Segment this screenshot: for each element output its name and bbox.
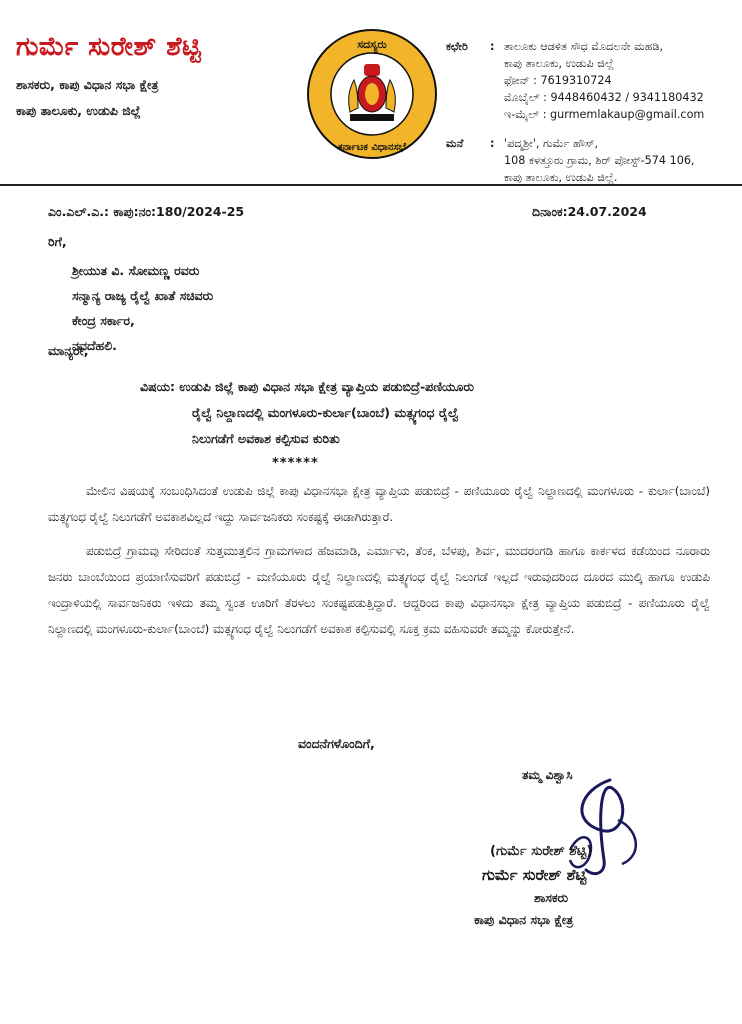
separator: ****** (272, 456, 319, 471)
subject-line: ರೈಲ್ವೆ ನಿಲ್ದಾಣದಲ್ಲಿ ಮಂಗಳೂರು-ಕುರ್ಲಾ(ಬಾಂಬೆ) ಮತ್ಸ್ಯಗಂಧ ರೈಲ್ವೆ (192, 405, 459, 420)
office-address-2: ಕಾಪು ತಾಲೂಕು, ಉಡುಪಿ ಜಿಲ್ಲೆ (504, 57, 614, 70)
letter-body (48, 478, 710, 650)
recipient-line: ಕೇಂದ್ರ ಸರ್ಕಾರ, (72, 313, 135, 328)
header-divider (0, 184, 742, 186)
office-phone: ಫೋನ್ : 7619310724 (504, 74, 612, 87)
home-address-2: 108 ಕಳತ್ತೂರು ಗ್ರಾಮ, ಶಿರ್ ಪೋಸ್ಟ್-574 106, (504, 154, 695, 167)
subject-block (140, 374, 660, 452)
karnataka-assembly-emblem (306, 28, 438, 160)
salutation: ಮಾನ್ಯರೇ, (48, 343, 89, 358)
recipient-line: ಶ್ರೀಯುತ ವಿ. ಸೋಮಣ್ಣ ರವರು (72, 263, 200, 278)
signatory-role: ಶಾಸಕರು (534, 890, 569, 905)
mla-designation: ಶಾಸಕರು, ಕಾಪು ವಿಧಾನ ಸಭಾ ಕ್ಷೇತ್ರ (16, 77, 159, 92)
letterhead-left (16, 32, 276, 129)
home-label: ಮನೆ (446, 137, 464, 150)
mla-name: ಗುರ್ಮೆ ಸುರೇಶ್ ಶೆಟ್ಟಿ (16, 32, 202, 62)
letter-date: ದಿನಾಂಕ:24.07.2024 (532, 204, 647, 219)
emblem-top-text: ಸದಸ್ಯರು (357, 38, 387, 51)
letterhead-right (446, 38, 738, 186)
subject-line: ನಿಲುಗಡೆಗೆ ಅವಕಾಶ ಕಲ್ಪಿಸುವ ಕುರಿತು (192, 431, 340, 446)
office-mobile: ಮೊಬೈಲ್ : 9448460432 / 9341180432 (504, 91, 704, 104)
office-address-1: ತಾಲೂಕು ಆಡಳಿತ ಸೌಧ ಮೊದಲನೇ ಮಹಡಿ, (504, 40, 664, 53)
closing: ವಂದನೆಗಳೊಂದಿಗೆ, (298, 736, 375, 751)
reference-number: ಎಂ.ಎಲ್.ಎ.: ಕಾಪು:ನಂ:180/2024-25 (48, 204, 245, 219)
body-paragraph: ಪಡುಬಿದ್ರೆ ಗ್ರಾಮವು ಸೇರಿದಂತೆ ಸುತ್ತಮುತ್ತಲಿನ ಗ್ರಾಮಗಳಾದ ಹೆಜಮಾಡಿ, ಎರ್ಮಾಳು, ತೆಂಕ, ಬೆಳಪು, ಶಿರ್ವ, ಮುದರಂಗಡಿ ಹಾಗೂ ಕಾರ್ಕಳದ ಕಡೆಯಿಂದ ನೂರಾರು ಜನರು ಬಾಂಬೆಯಿಂದ ಪ್ರಯಾಣಿಸುವರಿಗೆ ಪಡುಬಿದ್ರೆ - ಮಣಿಯೂರು ರೈಲ್ವೆ ನಿಲ್ದಾಣದಲ್ಲಿ ಮತ್ಸ್ಯಗಂಧ ರೈಲ್ವೆ ನಿಲುಗಡೆ ಇಲ್ಲದೆ ಇರುವುದರಿಂದ ದೂರದ ಮುಲ್ಕಿ ಹಾಗೂ ಉಡುಪಿ ಇಂದ್ರಾಳಿಯಲ್ಲಿ ಸಾರ್ವಜನಿಕರು ಇಳಿದು ತಮ್ಮ ಸ್ವಂತ ಊರಿಗೆ ತೆರಳಲು ಸಂಕಷ್ಟಪಡುತ್ತಿದ್ದಾರೆ. ಆದ್ದರಿಂದ ಕಾಪು ವಿಧಾನಸಭಾ ಕ್ಷೇತ್ರ ವ್ಯಾಪ್ತಿಯ ಪಡುಬಿದ್ರೆ - ಪಣಿಯೂರು ರೈಲ್ವೆ ನಿಲ್ದಾಣದಲ್ಲಿ ಮಂಗಳೂರು-ಕುರ್ಲಾ(ಬಾಂಬೆ) ಮತ್ಸ್ಯಗಂಧ ರೈಲ್ವೆ ನಿಲುಗಡೆಗೆ ಅವಕಾಶ ಕಲ್ಪಿಸುವಲ್ಲಿ ಸೂಕ್ತ ಕ್ರಮ ವಹಿಸುವರೇ ತಮ್ಮನ್ನು ಕೋರುತ್ತೇನೆ. (48, 544, 710, 636)
home-address-1: 'ಪದ್ಮಶ್ರೀ', ಗುರ್ಮೆ ಹೌಸ್, (504, 137, 599, 150)
home-address-3: ಕಾಪು ತಾಲೂಕು, ಉಡುಪಿ ಜಿಲ್ಲೆ. (504, 171, 618, 184)
recipient-line: ಸನ್ಮಾನ್ಯ ರಾಜ್ಯ ರೈಲ್ವೆ ಖಾತೆ ಸಚಿವರು (72, 288, 214, 303)
signature-block (470, 760, 730, 950)
office-address-row: ಕಛೇರಿ : ತಾಲೂಕು ಆಡಳಿತ ಸೌಧ ಮೊದಲನೇ ಮಹಡಿ, (446, 38, 738, 55)
subject-line: ವಿಷಯ: ಉಡುಪಿ ಜಿಲ್ಲೆ ಕಾಪು ವಿಧಾನ ಸಭಾ ಕ್ಷೇತ್ರ ವ್ಯಾಪ್ತಿಯ ಪಡುಬಿದ್ರೆ-ಪಣಿಯೂರು (140, 379, 474, 394)
to-label: ರಿಗೆ, (48, 234, 67, 249)
mla-district: ಕಾಪು ತಾಲೂಕು, ಉಡುಪಿ ಜಿಲ್ಲೆ (16, 103, 141, 118)
recipient-address (72, 258, 213, 358)
signatory-name: ಗುರ್ಮೆ ಸುರೇಶ್ ಶೆಟ್ಟಿ (482, 866, 587, 884)
recipient-line: ನವದೆಹಲಿ. (72, 338, 117, 353)
signatory-constituency: ಕಾಪು ವಿಧಾನ ಸಭಾ ಕ್ಷೇತ್ರ (474, 912, 574, 927)
home-address-row: ಮನೆ : 'ಪದ್ಮಶ್ರೀ', ಗುರ್ಮೆ ಹೌಸ್, (446, 135, 738, 152)
signatory-name-bracketed: (ಗುರ್ಮೆ ಸುರೇಶ್ ಶೆಟ್ಟಿ) (490, 844, 593, 859)
office-label: ಕಛೇರಿ (446, 40, 468, 53)
emblem-bottom-text: ಕರ್ನಾಟಕ ವಿಧಾನಸಭೆ (338, 142, 406, 153)
body-paragraph: ಮೇಲಿನ ವಿಷಯಕ್ಕೆ ಸಂಬಂಧಿಸಿದಂತೆ ಉಡುಪಿ ಜಿಲ್ಲೆ ಕಾಪು ವಿಧಾನಸಭಾ ಕ್ಷೇತ್ರ ವ್ಯಾಪ್ತಿಯ ಪಡುಬಿದ್ರೆ - ಪಣಿಯೂರು ರೈಲ್ವೆ ನಿಲ್ದಾಣದಲ್ಲಿ ಮಂಗಳೂರು - ಕುರ್ಲಾ(ಬಾಂಬೆ) ಮತ್ಸ್ಯಗಂಧ ರೈಲ್ವೆ ನಿಲುಗಡೆಗೆ ಅವಕಾಶವಿಲ್ಲದೆ ಇದ್ದು ಸಾರ್ವಜನಿಕರು ಸಂಕಷ್ಟಕ್ಕೆ ಈಡಾಗಿರುತ್ತಾರೆ. (48, 484, 710, 524)
office-email: ಇ-ಮೈಲ್ : gurmemlakaup@gmail.com (504, 108, 705, 121)
yours-faithfully: ತಮ್ಮ ವಿಶ್ವಾಸಿ (522, 768, 573, 782)
